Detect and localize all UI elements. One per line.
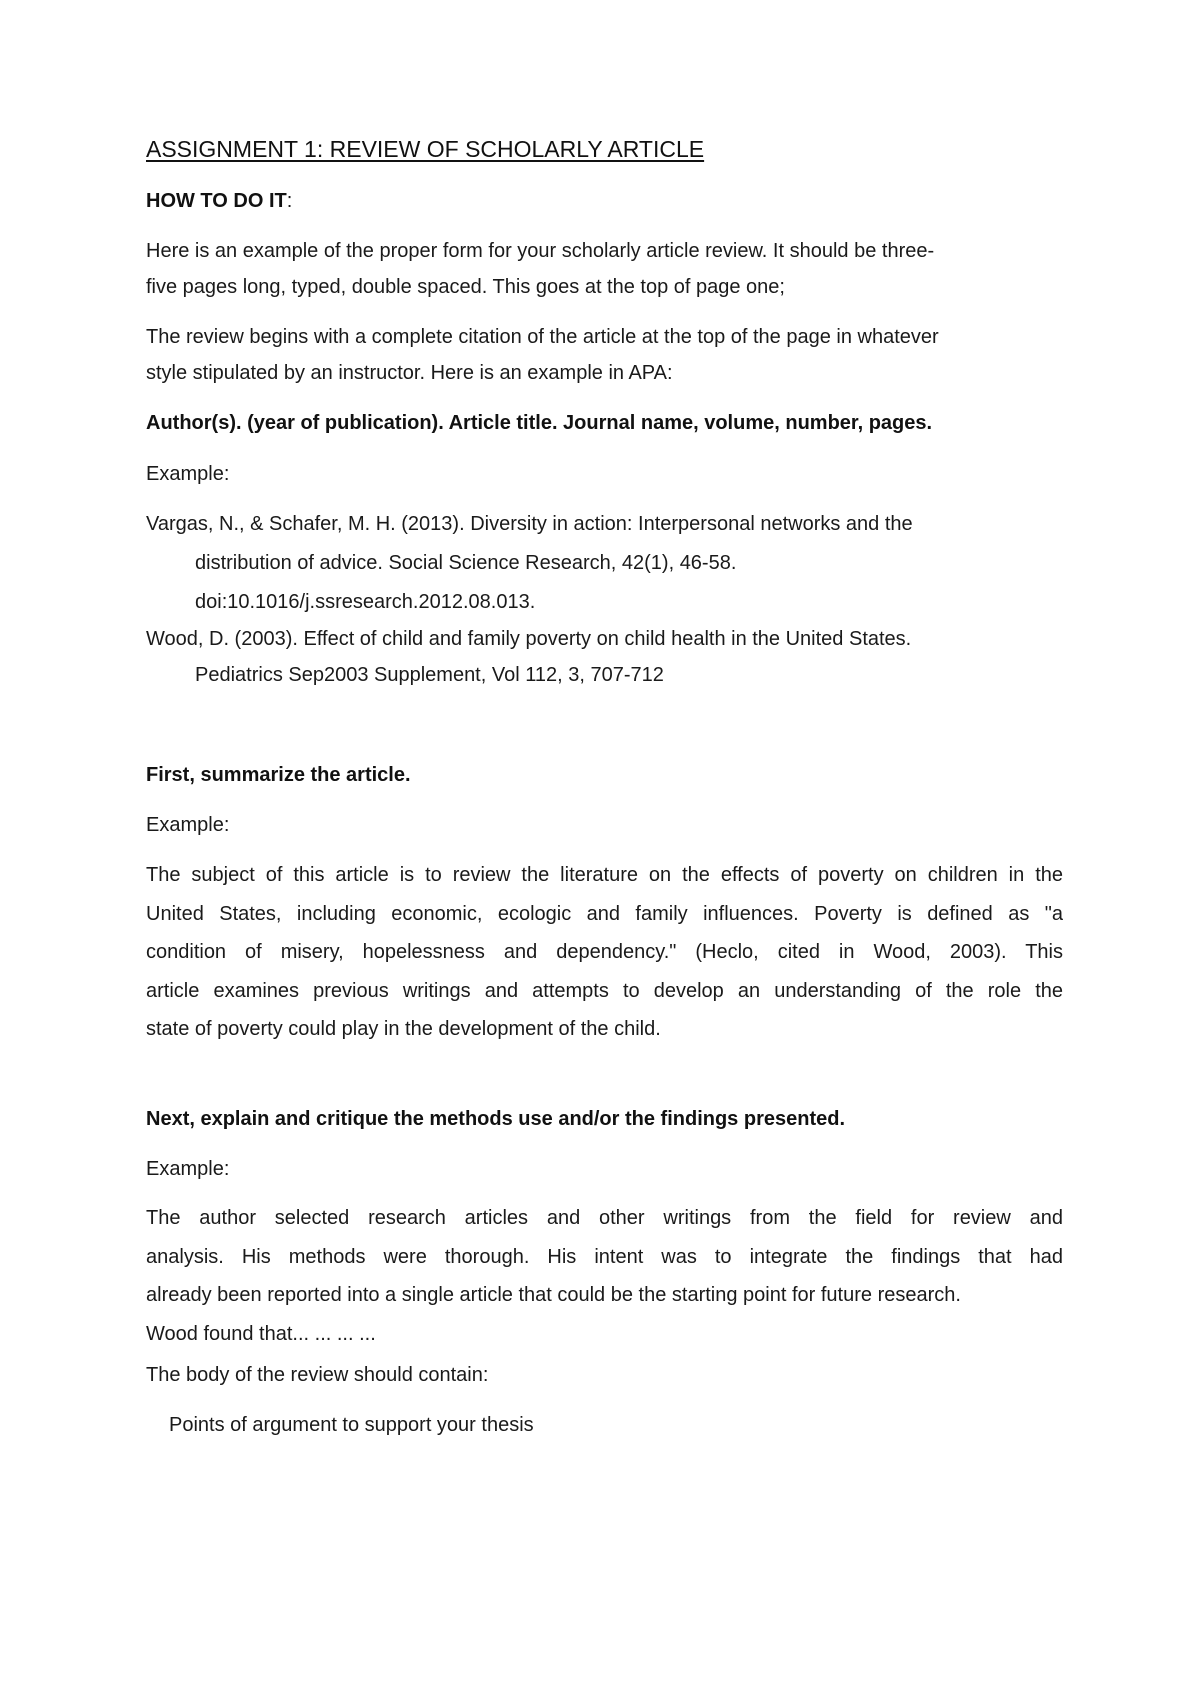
document-page [146, 0, 1066, 1697]
summary-line: The subject of this article is to review the literature on the effects of poverty on children in the [146, 864, 1063, 886]
how-to-colon: : [286, 190, 293, 212]
review-begins-line-2: style stipulated by an instructor. Here is an example in APA: [146, 362, 673, 384]
document-title: ASSIGNMENT 1: REVIEW OF SCHOLARLY ARTICLE [146, 136, 705, 162]
summary-line: United States, including economic, ecologic and family influences. Poverty is defined as "a [146, 902, 1063, 925]
critique-line: Wood found that... ... ... ... [146, 1322, 376, 1345]
example-label-citation: Example: [146, 463, 230, 485]
critique-line: analysis. His methods were thorough. His intent was to integrate the findings that had [146, 1245, 1063, 1268]
how-to-heading-text: HOW TO DO IT [146, 190, 287, 212]
review-begins-line-1: The review begins with a complete citation of the article at the top of the page in whatever [146, 326, 939, 348]
review-point-item: Points of argument to support your thesis [169, 1414, 534, 1436]
summary-line: condition of misery, hopelessness and dependency." (Heclo, cited in Wood, 2003). This [146, 941, 1063, 963]
summarize-heading: First, summarize the article. [146, 764, 411, 786]
citation-format: Author(s). (year of publication). Article title. Journal name, volume, number, pages. [146, 412, 933, 434]
summary-line: article examines previous writings and attempts to develop an understanding of the role the [146, 979, 1063, 1002]
reference-1-line-1: Vargas, N., & Schafer, M. H. (2013). Diversity in action: Interpersonal networks and the [146, 513, 913, 535]
reference-1-line-3: doi:10.1016/j.ssresearch.2012.08.013. [195, 591, 536, 613]
summary-line: state of poverty could play in the development of the child. [146, 1018, 661, 1040]
reference-2-line-1: Wood, D. (2003). Effect of child and family poverty on child health in the United States. [146, 628, 912, 650]
critique-line: The author selected research articles and other writings from the field for review and [146, 1207, 1063, 1229]
intro-line-1: Here is an example of the proper form for your scholarly article review. It should be three- [146, 240, 935, 262]
body-contain-text: The body of the review should contain: [146, 1364, 489, 1386]
critique-line: already been reported into a single article that could be the starting point for future research. [146, 1284, 961, 1306]
critique-paragraph [146, 1199, 1063, 1353]
example-label-critique: Example: [146, 1158, 230, 1180]
reference-2-line-2: Pediatrics Sep2003 Supplement, Vol 112, 3, 707-712 [195, 664, 664, 686]
how-to-heading [146, 188, 292, 214]
intro-line-2: five pages long, typed, double spaced. This goes at the top of page one; [146, 276, 785, 298]
critique-heading: Next, explain and critique the methods use and/or the findings presented. [146, 1108, 846, 1130]
summary-paragraph [146, 856, 1063, 1049]
example-label-summary: Example: [146, 814, 230, 836]
reference-1-line-2: distribution of advice. Social Science Research, 42(1), 46-58. [195, 552, 737, 574]
